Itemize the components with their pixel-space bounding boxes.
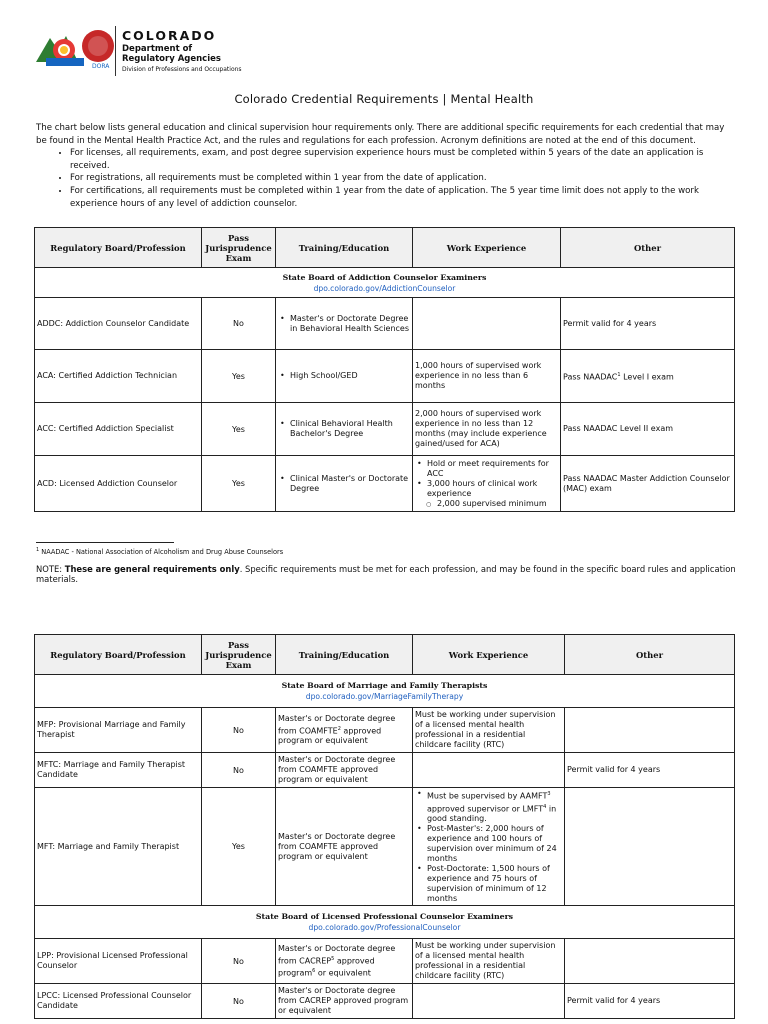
other-cell: Permit valid for 4 years — [561, 298, 735, 350]
exam-cell: No — [202, 753, 276, 788]
exam-cell: No — [202, 984, 276, 1019]
colorado-mountain-logo-icon — [36, 28, 116, 72]
work-cell: 1,000 hours of supervised work experience in no less than 6 months — [413, 350, 561, 403]
profession-cell: MFP: Provisional Marriage and Family Therapist — [35, 708, 202, 753]
header-logo — [36, 24, 276, 80]
col-header-profession: Regulatory Board/Profession — [35, 228, 202, 268]
profession-cell: ACD: Licensed Addiction Counselor — [35, 456, 202, 512]
work-cell — [413, 984, 565, 1019]
intro-paragraph: The chart below lists general education and clinical supervision hour requirements only. There are additional specific requirements for each credential that may be found in the Mental Health Practice Act, and the rules and regulations for each profession. Acronym definitions are noted at the end of this document. — [36, 123, 725, 146]
intro-bullet: • For licenses, all requirements, exam, and post degree supervision experience hours must be completed within 5 years of the date an application is received. — [70, 147, 726, 172]
table-row — [35, 753, 735, 788]
table-row — [35, 984, 735, 1019]
other-cell: Pass NAADAC Master Addiction Counselor (MAC) exam — [561, 456, 735, 512]
other-cell — [565, 939, 735, 984]
exam-cell: No — [202, 708, 276, 753]
education-cell: Master's or Doctorate degree from COAMFTE approved program or equivalent — [276, 753, 413, 788]
education-cell: Master's or Doctorate degree from COAMFTE$^2$ approved program or equivalent — [276, 708, 413, 753]
exam-cell: Yes — [202, 788, 276, 906]
page-title: Colorado Credential Requirements | Mental Health — [234, 92, 534, 106]
education-cell: Master's or Doctorate degree from CACREP approved program or equivalent — [276, 984, 413, 1019]
col-header-education: Training/Education — [276, 228, 413, 268]
exam-cell: Yes — [202, 350, 276, 403]
header-divider — [115, 26, 116, 76]
section-row — [35, 906, 735, 939]
org-division: Division of Professions and Occupations — [122, 66, 242, 73]
work-cell: • Must be supervised by AAMFT$^3$ approved supervisor or LMFT$^4$ in good standing. • Post-Master's: 2,000 hours of experience and 100 hours of supervision over minimum of 24 months • Post-Doctorate: 1,500 hours of experience and 75 hours of supervision of minimum of 12 months — [413, 788, 565, 906]
work-cell: Must be working under supervision of a licensed mental health professional in a residential childcare facility (RTC) — [413, 939, 565, 984]
profession-cell: LPCC: Licensed Professional Counselor Candidate — [35, 984, 202, 1019]
requirements-table-addiction — [34, 227, 735, 512]
section-link[interactable]: dpo.colorado.gov/MarriageFamilyTherapy — [305, 692, 464, 701]
education-cell: • Master's or Doctorate Degree in Behavioral Health Sciences — [278, 314, 410, 334]
education-cell: Master's or Doctorate degree from COAMFTE approved program or equivalent — [276, 788, 413, 906]
exam-cell: No — [202, 298, 276, 350]
col-header-work: Work Experience — [413, 228, 561, 268]
exam-cell: Yes — [202, 456, 276, 512]
other-cell: Pass NAADAC Level II exam — [561, 403, 735, 456]
col-header-exam: Pass Jurisprudence Exam — [202, 635, 276, 675]
profession-cell: ADDC: Addiction Counselor Candidate — [35, 298, 202, 350]
table-row — [35, 788, 735, 906]
profession-cell: ACC: Certified Addiction Specialist — [35, 403, 202, 456]
footnote: $^1$ NAADAC - National Association of Alcoholism and Drug Abuse Counselors — [36, 547, 284, 557]
org-name: COLORADO — [122, 28, 217, 43]
col-header-profession: Regulatory Board/Profession — [35, 635, 202, 675]
table-row — [35, 939, 735, 984]
exam-cell: Yes — [202, 403, 276, 456]
general-note: NOTE: These are general requirements only. Specific requirements must be met for each profession, and may be found in the specific board rules and application materials. — [36, 564, 736, 584]
section-title: State Board of Licensed Professional Counselor Examiners — [255, 912, 514, 922]
section-row — [35, 675, 735, 708]
intro-bullet: • For registrations, all requirements must be completed within 1 year from the date of application. — [70, 172, 726, 185]
section-row — [35, 268, 735, 298]
table-header-row — [35, 635, 735, 675]
section-link[interactable]: dpo.colorado.gov/AddictionCounselor — [313, 283, 456, 293]
other-cell — [565, 788, 735, 906]
col-header-education: Training/Education — [276, 635, 413, 675]
profession-cell: MFT: Marriage and Family Therapist — [35, 788, 202, 906]
svg-text:DORA: DORA — [92, 63, 110, 70]
table-row — [35, 350, 735, 403]
intro-text — [36, 122, 726, 210]
other-cell: Pass NAADAC$^1$ Level I exam — [561, 350, 735, 403]
education-cell: • Clinical Master's or Doctorate Degree — [278, 474, 410, 494]
section-title: State Board of Addiction Counselor Examiners — [282, 272, 487, 282]
work-cell: Must be working under supervision of a licensed mental health professional in a residential childcare facility (RTC) — [413, 708, 565, 753]
other-cell — [565, 708, 735, 753]
other-cell: Permit valid for 4 years — [565, 753, 735, 788]
intro-bullets — [36, 147, 726, 210]
work-cell: 2,000 hours of supervised work experience in no less than 12 months (may include experience gained/used for ACA) — [413, 403, 561, 456]
requirements-table-mft-lpc — [34, 634, 735, 1019]
work-cell — [413, 753, 565, 788]
education-cell: • High School/GED — [278, 371, 410, 381]
section-link[interactable]: dpo.colorado.gov/ProfessionalCounselor — [308, 923, 461, 933]
col-header-exam: Pass Jurisprudence Exam — [202, 228, 276, 268]
col-header-work: Work Experience — [413, 635, 565, 675]
table-row — [35, 403, 735, 456]
profession-cell: LPP: Provisional Licensed Professional Counselor — [35, 939, 202, 984]
profession-cell: MFTC: Marriage and Family Therapist Candidate — [35, 753, 202, 788]
profession-cell: ACA: Certified Addiction Technician — [35, 350, 202, 403]
footnote-rule — [36, 542, 174, 543]
work-cell: • Hold or meet requirements for ACC • 3,000 hours of clinical work experience ○ 2,000 supervised minimum — [413, 456, 561, 512]
col-header-other: Other — [565, 635, 735, 675]
table-header-row — [35, 228, 735, 268]
education-cell: Master's or Doctorate degree from CACREP$^5$ approved program$^6$ or equivalent — [276, 939, 413, 984]
table-row — [35, 708, 735, 753]
table-row — [35, 456, 735, 512]
intro-bullet: • For certifications, all requirements must be completed within 1 year from the date of application. The 5 year time limit does not apply to the work experience hours of any level of addiction counselor. — [70, 185, 726, 210]
org-department: Department of Regulatory Agencies — [122, 44, 221, 64]
work-cell — [413, 298, 561, 350]
col-header-other: Other — [561, 228, 735, 268]
education-cell: • Clinical Behavioral Health Bachelor's Degree — [278, 419, 410, 439]
exam-cell: No — [202, 939, 276, 984]
other-cell: Permit valid for 4 years — [565, 984, 735, 1019]
table-row — [35, 298, 735, 350]
section-title: State Board of Marriage and Family Therapists — [281, 681, 488, 690]
